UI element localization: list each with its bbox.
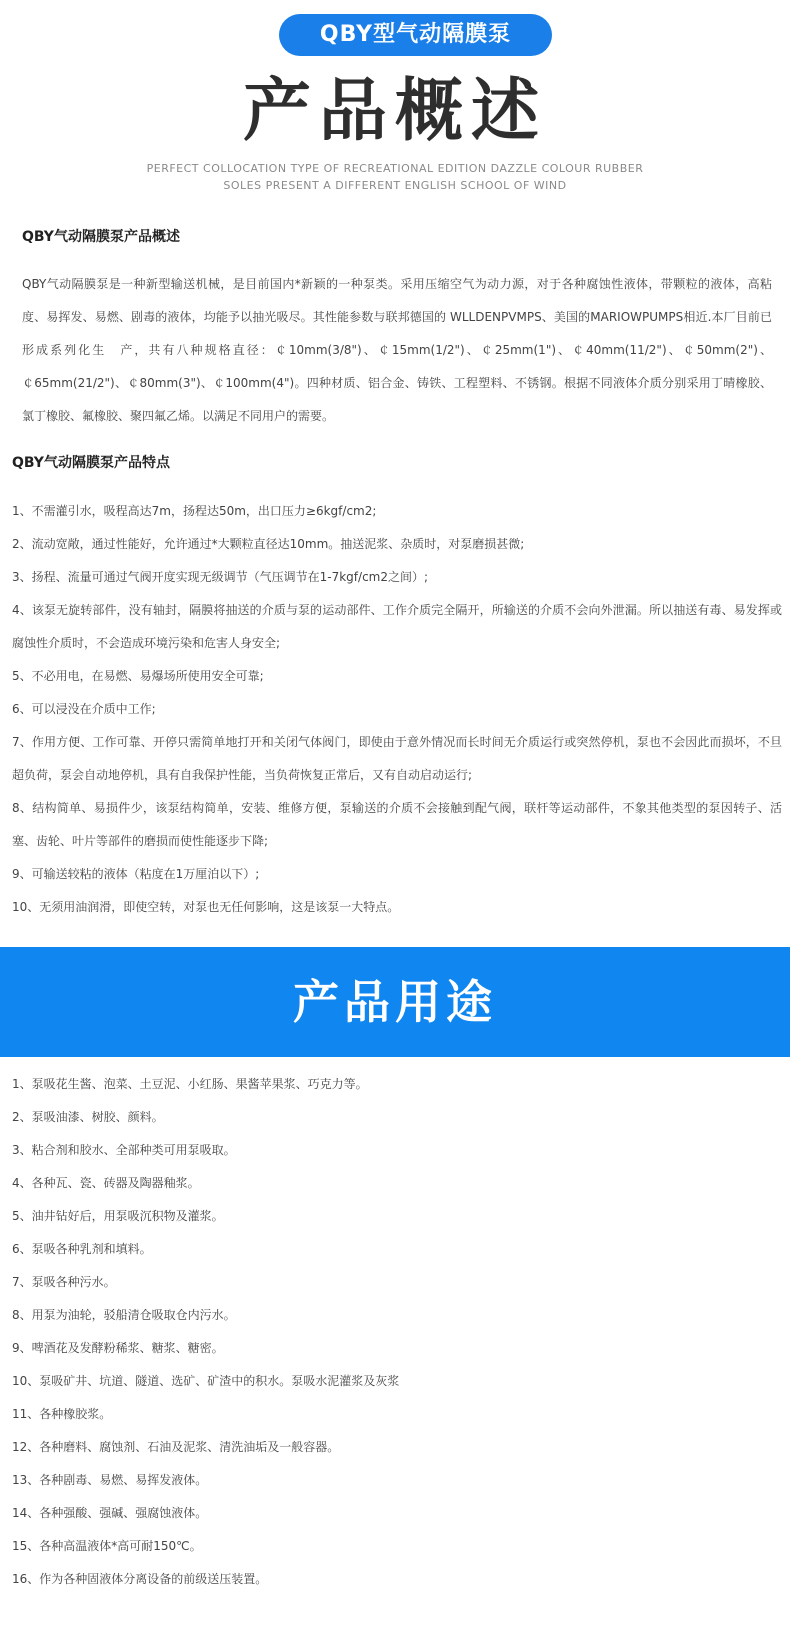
list-item: 12、各种磨料、腐蚀剂、石油及泥浆、清洗油垢及一般容器。 [12, 1440, 340, 1454]
list-item: 9、可输送较粘的液体（粘度在1万厘泊以下）; [12, 867, 260, 881]
list-item: 5、油井钻好后，用泵吸沉积物及灌浆。 [12, 1209, 224, 1223]
english-subtitle [0, 160, 790, 194]
list-item: 3、粘合剂和胶水、全部种类可用泵吸取。 [12, 1143, 236, 1157]
header-badge-wrap [0, 14, 790, 58]
list-item: 6、泵吸各种乳剂和填料。 [12, 1242, 152, 1256]
list-item: 7、作用方便、工作可靠、开停只需简单地打开和关闭气体阀门，即使由于意外情况而长时间无介质运行或突然停机，泵也不会因此而损坏，不旦超负荷，泵会自动地停机，具有自我保护性能，当负荷恢复正常后，又有自动启动运行; [12, 735, 782, 782]
usage-list [12, 1068, 782, 1596]
subtitle-line-2: SOLES PRESENT A DIFFERENT ENGLISH SCHOOL OF WIND [223, 179, 567, 192]
list-item: 2、流动宽敞，通过性能好，允许通过*大颗粒直径达10mm。抽送泥浆、杂质时，对泵磨损甚微; [12, 537, 525, 551]
list-item: 7、泵吸各种污水。 [12, 1275, 116, 1289]
list-item: 13、各种剧毒、易燃、易挥发液体。 [12, 1473, 208, 1487]
list-item: 4、该泵无旋转部件，没有轴封，隔膜将抽送的介质与泵的运动部件、工作介质完全隔开，所输送的介质不会向外泄漏。所以抽送有毒、易发挥或腐蚀性介质时，不会造成环境污染和危害人身安全; [12, 603, 782, 650]
list-item: 8、结构简单、易损件少，该泵结构简单，安装、维修方便，泵输送的介质不会接触到配气阀，联杆等运动部件，不象其他类型的泵因转子、活塞、齿轮、叶片等部件的磨损而使性能逐步下降; [12, 801, 782, 848]
list-item: 9、啤酒花及发酵粉稀浆、糖浆、糖密。 [12, 1341, 224, 1355]
list-item: 2、泵吸油漆、树胶、颜料。 [12, 1110, 164, 1124]
list-item: 1、不需灌引水，吸程高达7m，扬程达50m，出口压力≥6kgf/cm2; [12, 504, 377, 518]
list-item: 6、可以浸没在介质中工作; [12, 702, 156, 716]
list-item: 14、各种强酸、强碱、强腐蚀液体。 [12, 1506, 208, 1520]
overview-heading: QBY气动隔膜泵产品概述 [22, 229, 180, 245]
list-item: 11、各种橡胶浆。 [12, 1407, 112, 1421]
usage-banner [0, 947, 790, 1057]
product-badge: QBY型气动隔膜泵 [279, 14, 552, 56]
list-item: 10、泵吸矿井、坑道、隧道、选矿、矿渣中的积水。泵吸水泥灌浆及灰浆 [12, 1374, 400, 1388]
features-heading: QBY气动隔膜泵产品特点 [12, 455, 170, 471]
list-item: 5、不必用电，在易燃、易爆场所使用安全可靠; [12, 669, 264, 683]
features-list [12, 495, 782, 924]
list-item: 8、用泵为油轮，驳船清仓吸取仓内污水。 [12, 1308, 236, 1322]
list-item: 16、作为各种固液体分离设备的前级送压装置。 [12, 1572, 268, 1586]
usage-title: 产品用途 [293, 975, 497, 1029]
page-title: 产品概述 [242, 72, 547, 151]
subtitle-line-1: PERFECT COLLOCATION TYPE OF RECREATIONAL EDITION DAZZLE COLOUR RUBBER [146, 162, 644, 175]
list-item: 3、扬程、流量可通过气阀开度实现无级调节（气压调节在1-7kgf/cm2之间）; [12, 570, 429, 584]
list-item: 10、无须用油润滑，即使空转，对泵也无任何影响，这是该泵一大特点。 [12, 900, 400, 914]
overview-paragraph: QBY气动隔膜泵是一种新型输送机械，是目前国内*新颖的一种泵类。采用压缩空气为动力源，对于各种腐蚀性液体，带颗粒的液体，高粘度、易挥发、易燃、剧毒的液体，均能予以抽光吸尽。其性能参数与联邦德国的 WLLDENPVMPS、美国的MARIOWPUMPS相近.本厂目前已形成系列化生 产，共有八种规格直径：￠10mm(3/8")、￠15mm(1/2")、￠25mm(1")、￠40mm(11/2")、￠50mm(2")、￠65mm(21/2")、￠80mm(3")、￠100mm(4")。四种材质、铝合金、铸铁、工程塑料、不锈钢。根据不同液体介质分别采用丁晴橡胶、氯丁橡胶、氟橡胶、聚四氟乙烯。以满足不同用户的需要。 [22, 277, 772, 423]
list-item: 1、泵吸花生酱、泡菜、土豆泥、小红肠、果酱苹果浆、巧克力等。 [12, 1077, 368, 1091]
list-item: 15、各种高温液体*高可耐150℃。 [12, 1539, 202, 1553]
list-item: 4、各种瓦、瓷、砖器及陶器釉浆。 [12, 1176, 200, 1190]
